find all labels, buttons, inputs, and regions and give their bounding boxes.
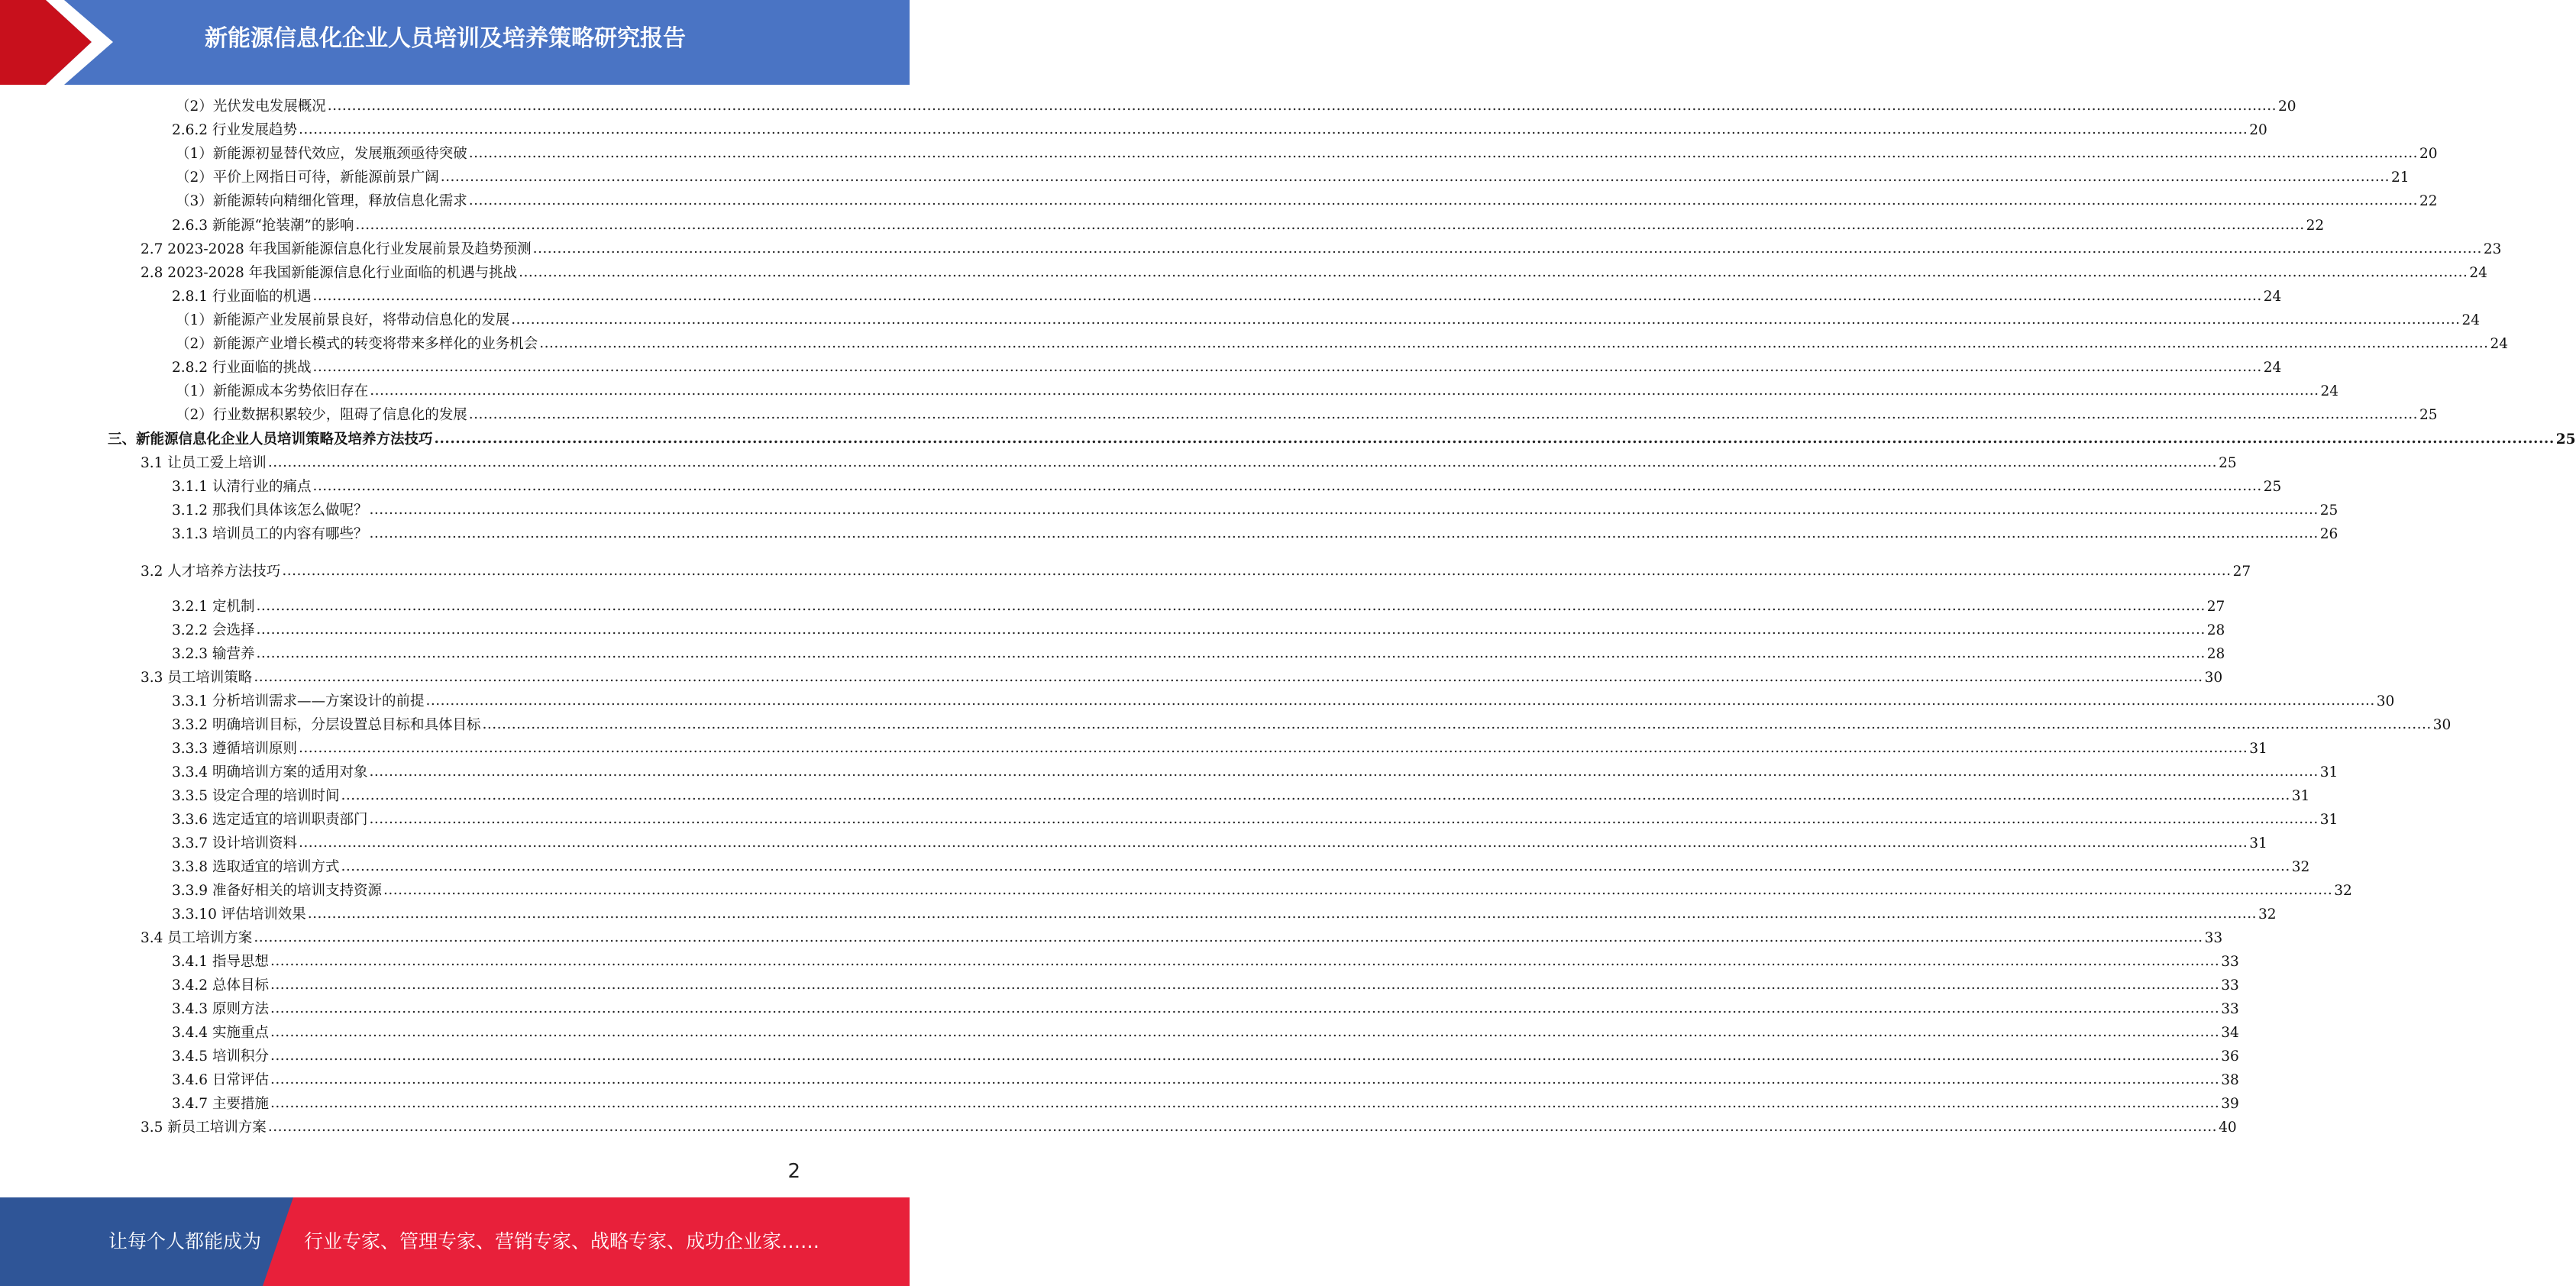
toc-leader-dots: ................................................................................................................................................................................................................................................................................................................................................................................................................ [307,906,2257,922]
toc-entry-label: 3.3.4 明确培训方案的适用对象 [172,764,368,780]
toc-entry-page: 38 [2221,1072,2239,1088]
toc-entry[interactable] [141,263,2487,283]
toc-entry-page: 31 [2319,764,2338,780]
toc-entry-label: 3.4.6 日常评估 [172,1072,269,1088]
toc-entry-page: 33 [2221,1001,2239,1017]
toc-entry-page: 25 [2555,431,2576,448]
toc-entry-page: 24 [2263,360,2282,376]
toc-entry[interactable] [172,905,2277,925]
toc-leader-dots: ................................................................................................................................................................................................................................................................................................................................................................................................................ [482,716,2432,732]
toc-entry-page: 30 [2204,670,2223,686]
toc-leader-dots: ................................................................................................................................................................................................................................................................................................................................................................................................................ [254,929,2203,945]
toc-entry-label: 3.5 新员工培训方案 [141,1120,267,1136]
toc-entry[interactable] [172,1071,2239,1091]
toc-leader-dots: ................................................................................................................................................................................................................................................................................................................................................................................................................ [270,1000,2220,1016]
toc-entry[interactable] [176,144,2438,164]
footer-slogan-left: 让每个人都能成为 [108,1230,262,1252]
toc-entry-label: 3.3 员工培训策略 [141,670,253,686]
toc-entry[interactable] [172,1094,2239,1114]
toc-leader-dots: ................................................................................................................................................................................................................................................................................................................................................................................................................ [270,1048,2220,1064]
toc-entry-label: 3.3.5 设定合理的培训时间 [172,788,340,804]
toc-entry[interactable] [172,834,2267,854]
toc-entry-label: 3.4.7 主要措施 [172,1096,269,1112]
toc-entry[interactable] [172,716,2452,735]
toc-leader-dots: ................................................................................................................................................................................................................................................................................................................................................................................................................ [369,525,2319,541]
toc-entry-page: 24 [2461,312,2481,328]
toc-entry[interactable] [176,97,2296,117]
toc-leader-dots: ................................................................................................................................................................................................................................................................................................................................................................................................................ [282,563,2232,579]
report-title: 新能源信息化企业人员培训及培养策略研究报告 [205,25,686,52]
toc-entry-label: 3.3.2 明确培训目标，分层设置总目标和具体目标 [172,717,481,733]
footer-slogan-right: 行业专家、管理专家、营销专家、战略专家、成功企业家…… [304,1230,820,1252]
toc-entry-label: （2）新能源产业增长模式的转变将带来多样化的业务机会 [176,336,538,352]
toc-entry-page: 39 [2221,1096,2239,1112]
toc-leader-dots: ................................................................................................................................................................................................................................................................................................................................................................................................................ [532,241,2482,257]
toc-entry-label: 2.8.1 行业面临的机遇 [172,289,312,305]
toc-leader-dots: ................................................................................................................................................................................................................................................................................................................................................................................................................ [327,98,2277,114]
toc-entry-label: 三、新能源信息化企业人员培训策略及培养方法技巧 [108,431,433,448]
toc-leader-dots: ................................................................................................................................................................................................................................................................................................................................................................................................................ [270,953,2220,969]
toc-leader-dots: ................................................................................................................................................................................................................................................................................................................................................................................................................ [256,622,2206,638]
toc-entry-page: 25 [2419,407,2438,423]
toc-entry-label: 3.4.4 实施重点 [172,1025,269,1041]
toc-entry-label: 3.3.8 选取适宜的培训方式 [172,859,340,875]
toc-entry-page: 22 [2306,218,2325,234]
toc-entry-page: 31 [2249,741,2267,757]
toc-entry-label: 2.8 2023-2028 年我国新能源信息化行业面临的机遇与挑战 [141,265,518,281]
toc-leader-dots: ................................................................................................................................................................................................................................................................................................................................................................................................................ [298,121,2248,137]
toc-entry-label: （1）新能源初显替代效应，发展瓶颈亟待突破 [176,146,467,162]
toc-entry-label: 3.4.3 原则方法 [172,1001,269,1017]
toc-entry-label: 3.3.1 分析培训需求——方案设计的前提 [172,693,425,709]
toc-entry[interactable] [172,216,2325,236]
toc-leader-dots: ................................................................................................................................................................................................................................................................................................................................................................................................................ [468,145,2419,161]
toc-entry-label: 3.3.10 评估培训效果 [172,906,306,922]
toc-entry-page: 20 [2249,122,2267,138]
toc-entry[interactable] [176,192,2438,212]
toc-entry-page: 32 [2334,883,2352,899]
toc-entry-label: 3.1 让员工爱上培训 [141,455,267,471]
toc-entry-page: 36 [2221,1049,2239,1065]
toc-leader-dots: ................................................................................................................................................................................................................................................................................................................................................................................................................ [341,858,2290,874]
toc-entry[interactable] [172,358,2282,378]
toc-entry[interactable] [141,454,2237,473]
toc-entry-label: 2.8.2 行业面临的挑战 [172,360,312,376]
toc-leader-dots: ................................................................................................................................................................................................................................................................................................................................................................................................................ [254,669,2203,685]
toc-entry-label: （2）行业数据积累较少，阻碍了信息化的发展 [176,407,467,423]
toc-leader-dots: ................................................................................................................................................................................................................................................................................................................................................................................................................ [270,1071,2220,1087]
toc-entry-page: 25 [2219,455,2237,471]
toc-entry[interactable] [141,240,2502,260]
toc-entry-label: （2）平价上网指日可待，新能源前景广阔 [176,170,439,186]
toc-entry[interactable] [172,739,2267,759]
toc-entry[interactable] [172,810,2338,830]
toc-leader-dots: ................................................................................................................................................................................................................................................................................................................................................................................................................ [440,169,2390,185]
toc-entry[interactable] [172,1023,2239,1043]
toc-entry[interactable] [176,311,2481,331]
toc-leader-dots: ................................................................................................................................................................................................................................................................................................................................................................................................................ [355,217,2305,233]
toc-entry[interactable] [176,168,2410,188]
toc-leader-dots: ................................................................................................................................................................................................................................................................................................................................................................................................................ [256,645,2206,661]
toc-entry[interactable] [172,1000,2239,1019]
toc-leader-dots: ................................................................................................................................................................................................................................................................................................................................................................................................................ [468,406,2419,422]
toc-leader-dots: ................................................................................................................................................................................................................................................................................................................................................................................................................ [425,693,2375,709]
toc-entry-page: 24 [2320,383,2339,399]
toc-entry[interactable] [141,562,2251,582]
toc-entry[interactable] [176,334,2509,354]
toc-leader-dots: ................................................................................................................................................................................................................................................................................................................................................................................................................ [341,787,2290,803]
toc-leader-dots: ................................................................................................................................................................................................................................................................................................................................................................................................................ [312,478,2262,494]
toc-entry-page: 33 [2204,930,2223,946]
toc-entry-page: 33 [2221,954,2239,970]
toc-entry-label: 3.1.2 那我们具体该怎么做呢？ [172,502,368,519]
toc-entry[interactable] [172,287,2282,307]
toc-entry-label: （1）新能源产业发展前景良好，将带动信息化的发展 [176,312,510,328]
toc-leader-dots: ................................................................................................................................................................................................................................................................................................................................................................................................................ [370,383,2319,399]
toc-entry-label: 3.3.9 准备好相关的培训支持资源 [172,883,382,899]
toc-entry-page: 24 [2263,289,2282,305]
toc-entry-label: （1）新能源成本劣势依旧存在 [176,383,369,399]
toc-entry-page: 27 [2206,599,2225,615]
toc-entry-page: 34 [2221,1025,2239,1041]
toc-entry-page: 32 [2258,906,2277,922]
header-banner [0,0,910,85]
toc-entry-page: 28 [2206,646,2225,662]
toc-entry-page: 22 [2419,193,2438,209]
toc-entry-page: 20 [2419,146,2438,162]
toc-leader-dots: ................................................................................................................................................................................................................................................................................................................................................................................................................ [267,1119,2218,1135]
toc-entry[interactable] [172,501,2338,521]
toc-leader-dots: ................................................................................................................................................................................................................................................................................................................................................................................................................ [434,431,2555,447]
toc-entry-page: 30 [2432,717,2452,733]
toc-entry[interactable] [172,1047,2239,1067]
toc-leader-dots: ................................................................................................................................................................................................................................................................................................................................................................................................................ [312,288,2262,304]
toc-leader-dots: ................................................................................................................................................................................................................................................................................................................................................................................................................ [270,977,2220,993]
toc-entry[interactable] [141,929,2223,948]
toc-entry-label: 3.1.3 培训员工的内容有哪些？ [172,526,368,542]
toc-entry-label: 3.3.7 设计培训资料 [172,835,297,851]
toc-entry-page: 26 [2319,526,2338,542]
toc-entry-page: 31 [2291,788,2310,804]
toc-leader-dots: ................................................................................................................................................................................................................................................................................................................................................................................................................ [383,882,2333,898]
toc-entry-label: 3.3.6 选定适宜的培训职责部门 [172,812,368,828]
toc-entry-label: 3.2.1 定机制 [172,599,255,615]
toc-entry[interactable] [172,525,2338,544]
toc-leader-dots: ................................................................................................................................................................................................................................................................................................................................................................................................................ [298,740,2248,756]
toc-entry[interactable] [141,668,2223,688]
toc-entry-label: 3.4.5 培训积分 [172,1049,269,1065]
toc-entry-label: 2.6.3 新能源“抢装潮”的影响 [172,218,354,234]
toc-entry-page: 23 [2483,241,2502,257]
toc-entry[interactable] [108,430,2576,450]
footer-banner [0,1197,910,1286]
toc-entry-page: 30 [2376,693,2395,709]
toc-leader-dots: ................................................................................................................................................................................................................................................................................................................................................................................................................ [468,192,2419,208]
toc-entry[interactable] [172,881,2352,901]
toc-entry[interactable] [172,477,2282,497]
toc-leader-dots: ................................................................................................................................................................................................................................................................................................................................................................................................................ [256,598,2206,614]
toc-leader-dots: ................................................................................................................................................................................................................................................................................................................................................................................................................ [511,312,2461,328]
toc-entry-page: 20 [2278,99,2296,115]
toc-leader-dots: ................................................................................................................................................................................................................................................................................................................................................................................................................ [270,1095,2220,1111]
toc-entry-page: 31 [2249,835,2267,851]
toc-entry[interactable] [172,121,2267,141]
toc-entry-page: 32 [2291,859,2310,875]
toc-entry-label: 3.4.1 指导思想 [172,954,269,970]
toc-entry-page: 27 [2232,564,2251,580]
toc-entry-label: 3.2 人才培养方法技巧 [141,564,281,580]
toc-leader-dots: ................................................................................................................................................................................................................................................................................................................................................................................................................ [267,454,2218,470]
toc-entry-label: （2）光伏发电发展概况 [176,99,326,115]
toc-entry-label: 2.7 2023-2028 年我国新能源信息化行业发展前景及趋势预测 [141,241,532,257]
toc-leader-dots: ................................................................................................................................................................................................................................................................................................................................................................................................................ [298,835,2248,851]
toc-entry-page: 31 [2319,812,2338,828]
toc-entry-label: 3.2.2 会选择 [172,622,255,638]
toc-entry-page: 25 [2263,479,2282,495]
toc-entry[interactable] [141,1118,2237,1138]
toc-entry-label: （3）新能源转向精细化管理，释放信息化需求 [176,193,467,209]
toc-leader-dots: ................................................................................................................................................................................................................................................................................................................................................................................................................ [270,1024,2220,1040]
toc-leader-dots: ................................................................................................................................................................................................................................................................................................................................................................................................................ [369,502,2319,518]
toc-entry-page: 33 [2221,977,2239,994]
toc-entry[interactable] [172,787,2310,806]
toc-entry[interactable] [172,621,2225,641]
toc-entry[interactable] [172,976,2239,996]
toc-entry-label: 3.2.3 输营养 [172,646,255,662]
toc-entry[interactable] [172,858,2310,877]
toc-entry[interactable] [172,692,2395,712]
toc-entry[interactable] [176,406,2438,425]
toc-entry-page: 24 [2469,265,2487,281]
toc-entry-label: 3.3.3 遵循培训原则 [172,741,297,757]
toc-entry[interactable] [172,763,2338,783]
page-number: 2 [787,1160,800,1183]
toc-leader-dots: ................................................................................................................................................................................................................................................................................................................................................................................................................ [369,764,2319,780]
toc-entry-page: 24 [2490,336,2509,352]
toc-leader-dots: ................................................................................................................................................................................................................................................................................................................................................................................................................ [539,335,2489,351]
toc-entry-label: 3.4 员工培训方案 [141,930,253,946]
toc-leader-dots: ................................................................................................................................................................................................................................................................................................................................................................................................................ [519,264,2468,280]
toc-entry[interactable] [172,645,2225,664]
toc-entry-label: 3.4.2 总体目标 [172,977,269,994]
toc-entry-label: 3.1.1 认清行业的痛点 [172,479,312,495]
toc-entry-page: 21 [2391,170,2410,186]
toc-entry[interactable] [172,597,2225,617]
toc-entry[interactable] [176,382,2339,402]
toc-entry-label: 2.6.2 行业发展趋势 [172,122,297,138]
toc-entry-page: 40 [2219,1120,2237,1136]
toc-entry-page: 25 [2319,502,2338,519]
toc-entry[interactable] [172,952,2239,972]
toc-entry-page: 28 [2206,622,2225,638]
toc-leader-dots: ................................................................................................................................................................................................................................................................................................................................................................................................................ [312,359,2262,375]
toc-leader-dots: ................................................................................................................................................................................................................................................................................................................................................................................................................ [369,811,2319,827]
